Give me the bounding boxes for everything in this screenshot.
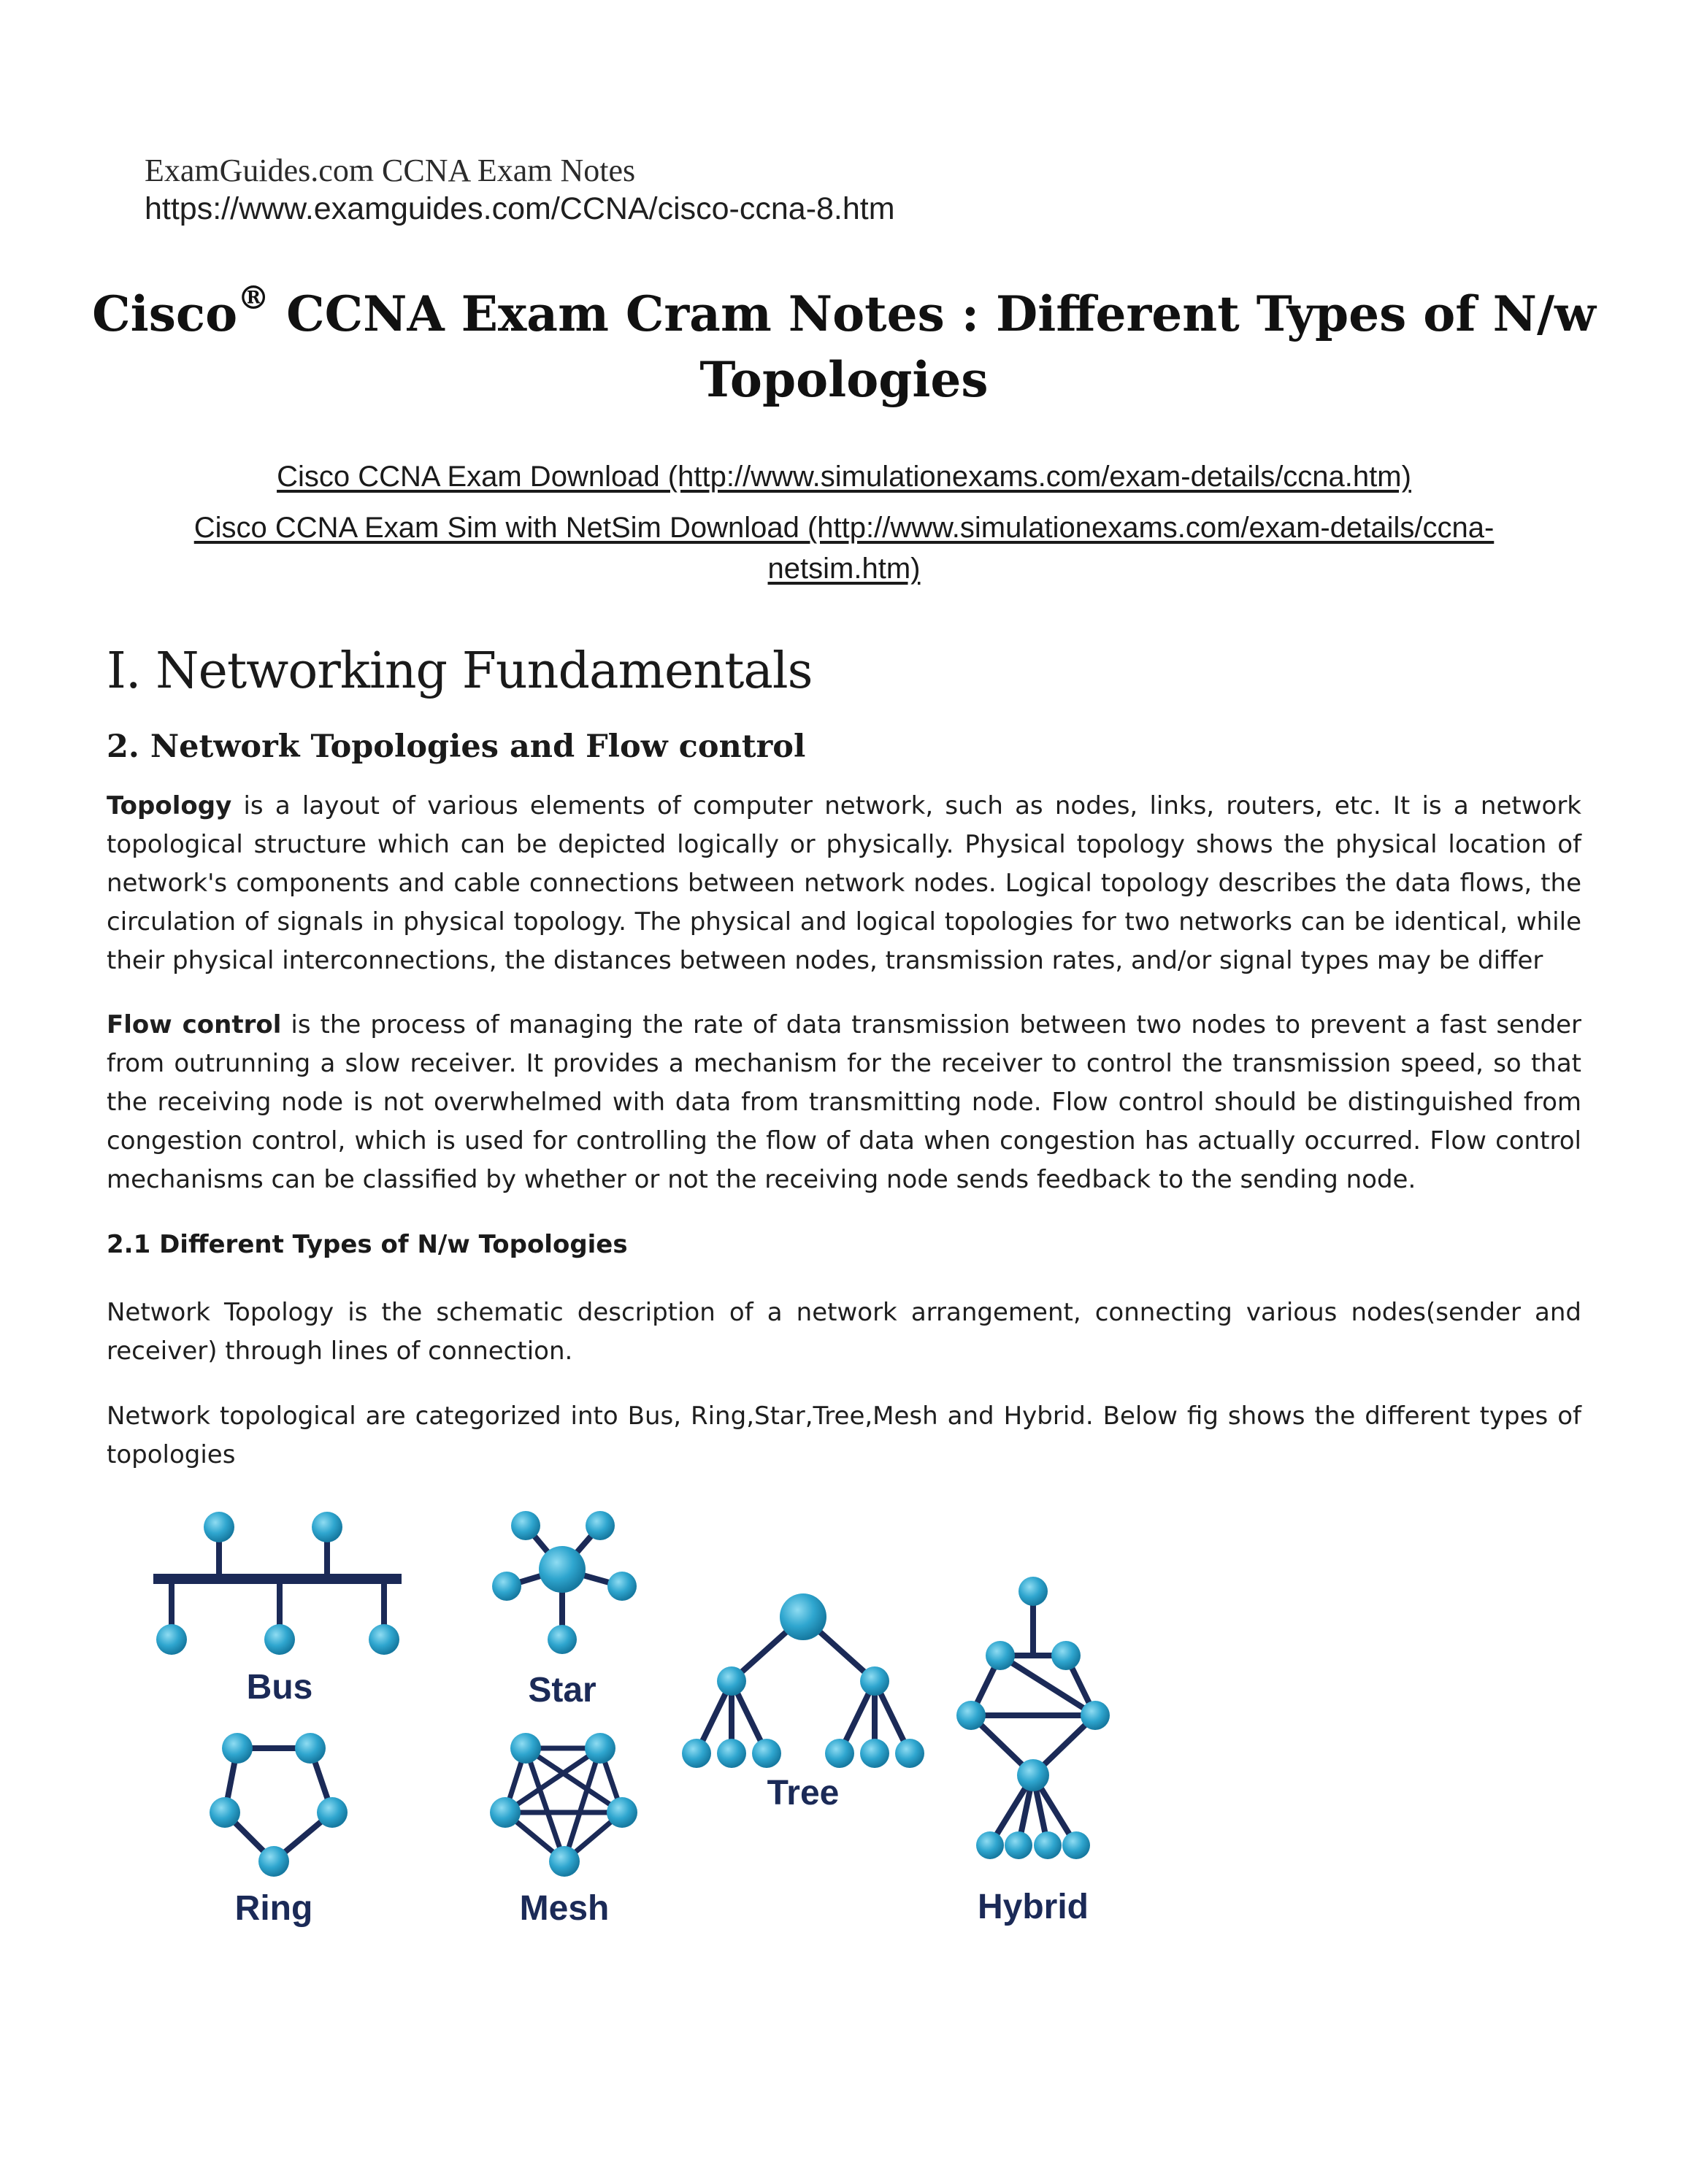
ccna-netsim-download-link[interactable]: Cisco CCNA Exam Sim with NetSim Download (http://www.simulationexams.com/exam-details/ccna-netsim.htm) [193,512,1495,585]
hybrid-label: Hybrid [977,1888,1089,1926]
ring-nodes [210,1733,348,1877]
mesh-nodes [490,1733,637,1877]
ccna-download-link[interactable]: Cisco CCNA Exam Download (http://www.simulationexams.com/exam-details/ccna.htm) [277,461,1411,493]
hybrid-topology [971,1591,1095,1845]
page-title [88,281,1600,412]
ring-label: Ring [234,1889,313,1928]
topology-types-heading: 2.1 Different Types of N/w Topologies [107,1230,628,1259]
mesh-label: Mesh [519,1889,610,1928]
header-site-name: ExamGuides.com CCNA Exam Notes [145,153,636,188]
tree-label: Tree [767,1774,840,1812]
flow-control-term: Flow control [107,1010,282,1039]
topology-types-figure [139,1496,1139,1949]
section-heading: I. Networking Fundamentals [107,642,813,700]
ring-topology [225,1748,332,1861]
registered-mark: ® [237,280,270,317]
download-links [146,456,1542,589]
topology-diagram [139,1496,1139,1949]
star-nodes [492,1511,637,1654]
subsection-heading: 2. Network Topologies and Flow control [107,728,806,765]
bus-label: Bus [246,1668,313,1707]
star-label: Star [528,1671,596,1710]
mesh-topology [505,1748,622,1861]
bus-topology [153,1527,402,1639]
header-url[interactable]: https://www.examguides.com/CCNA/cisco-ccna-8.htm [145,191,895,226]
topology-paragraph [107,787,1581,980]
title-brand: Cisco [92,285,238,342]
topology-categories-paragraph: Network topological are categorized into Bus, Ring,Star,Tree,Mesh and Hybrid. Below fig shows the different types of topologies [107,1401,1581,1469]
topology-text: is a layout of various elements of computer network, such as nodes, links, routers, etc. It is a network topological structure which can be depicted logically or physically. Physical topology shows the physical location of network's components and cable connections between network nodes. Logical topology describes the data flows, the circulation of signals in physical topology. The physical and logical topologies for two networks can be identical, while their physical interconnections, the distances between nodes, transmission rates, and/or signal types may be differ [107,791,1581,975]
topology-description-paragraph: Network Topology is the schematic description of a network arrangement, connecting various nodes(sender and receiver) through lines of connection. [107,1298,1581,1366]
flow-control-text: is the process of managing the rate of data transmission between two nodes to prevent a fast sender from outrunning a slow receiver. It provides a mechanism for the receiver to control the transmission speed, so that the receiving node is not overwhelmed with data from transmitting node. Flow control should be distinguished from congestion control, which is used for controlling the flow of data when congestion has actually occurred. Flow control mechanisms can be classified by whether or not the receiving node sends feedback to the sending node. [107,1010,1581,1194]
title-text: CCNA Exam Cram Notes : Different Types of N/w Topologies [269,285,1596,408]
topology-term: Topology [107,791,232,820]
tree-nodes [682,1593,924,1768]
flow-control-paragraph [107,1006,1581,1199]
